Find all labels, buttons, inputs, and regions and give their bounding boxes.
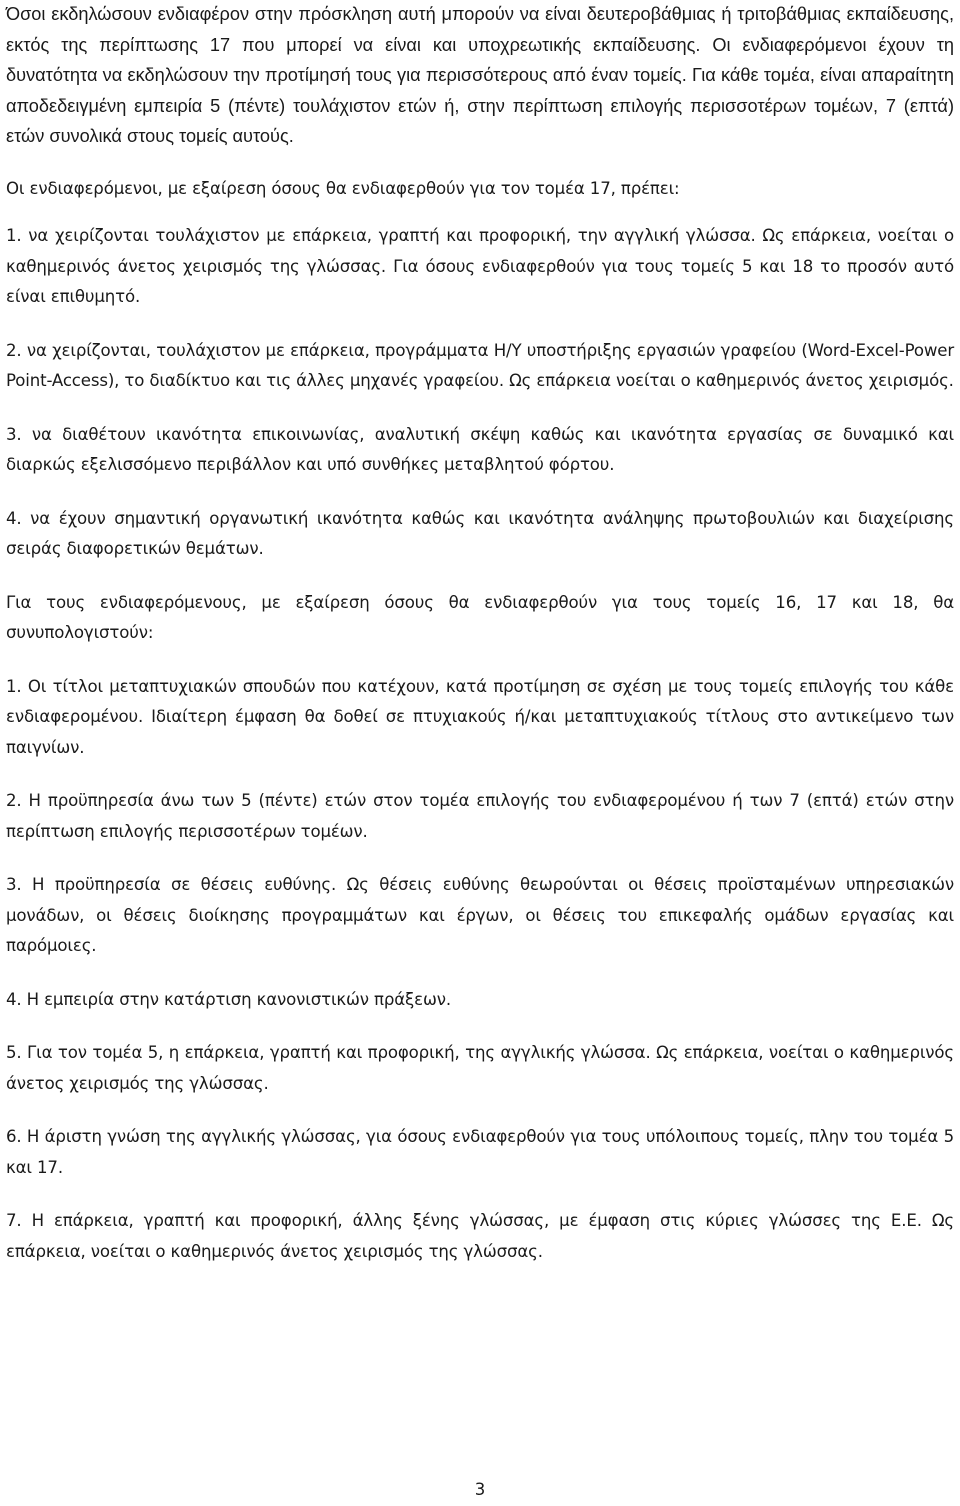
criterion-5: 5. Για τον τομέα 5, η επάρκεια, γραπτή και προφορική, της αγγλικής γλώσσα. Ως επάρκεια, νοείται ο καθημερινός άνετος χειρισμός της γλώσσας.: [6, 1043, 954, 1093]
page-number: 3: [474, 1480, 486, 1499]
intro-text-part-1: Όσοι εκδηλώσουν ενδιαφέρον στην πρόσκληση αυτή μπορούν να είναι δευτεροβάθμιας ή τριτοβάθμιας εκπαίδευσης, εκτός της περίπτωσης 17 που μπορεί να είναι και υποχρεωτικής εκπαίδευσης. Οι ενδιαφερόμενοι έχουν τη δυνατότητα να εκδηλώσουν την προτίμησή τους για περισσότερους από έναν τομείς.: [6, 4, 954, 85]
intro-text-part-2: Για κάθε τομέα, είναι απαραίτητη αποδεδειγμένη εμπειρία 5 (πέντε) τουλάχιστον ετών ή, στην περίπτωση επιλογής περισσοτέρων τομέων, 7 (επτά) ετών συνολικά στους τομείς αυτούς.: [6, 65, 954, 146]
requirement-3: 3. να διαθέτουν ικανότητα επικοινωνίας, αναλυτική σκέψη καθώς και ικανότητα εργασίας σε δυναμικό και διαρκώς εξελισσόμενο περιβάλλον και υπό συνθήκες μεταβλητού φόρτου.: [6, 424, 954, 474]
intro-paragraph: [6, 0, 954, 152]
requirement-1-note: Για όσους ενδιαφερθούν για τους τομείς 5 και 18 το προσόν αυτό είναι επιθυμητό.: [6, 256, 954, 306]
requirement-2: 2. να χειρίζονται, τουλάχιστον με επάρκεια, προγράμματα Η/Υ υποστήριξης εργασιών γραφείου (Word-Excel-Power Point-Access), το διαδίκτυο και τις άλλες μηχανές γραφείου. Ως επάρκεια νοείται ο καθημερινός άνετος χειρισμός.: [6, 340, 954, 390]
requirement-4: 4. να έχουν σημαντική οργανωτική ικανότητα καθώς και ικανότητα ανάληψης πρωτοβουλιών και διαχείρισης σειράς διαφορετικών θεμάτων.: [6, 508, 954, 558]
criterion-2: 2. Η προϋπηρεσία άνω των 5 (πέντε) ετών στον τομέα επιλογής του ενδιαφερομένου ή των 7 (επτά) ετών στην περίπτωση επιλογής περισσοτέρων τομέων.: [6, 791, 954, 841]
criterion-6: 6. Η άριστη γνώση της αγγλικής γλώσσας, για όσους ενδιαφερθούν για τους υπόλοιπους τομείς, πλην του τομέα 5 και 17.: [6, 1127, 954, 1177]
criteria-heading: Για τους ενδιαφερόμενους, με εξαίρεση όσους θα ενδιαφερθούν για τους τομείς 16, 17 και 18, θα συνυπολογιστούν:: [6, 592, 954, 642]
criterion-4: 4. Η εμπειρία στην κατάρτιση κανονιστικών πράξεων.: [6, 989, 451, 1009]
requirement-1: [6, 221, 954, 313]
criterion-1: 1. Οι τίτλοι μεταπτυχιακών σπουδών που κατέχουν, κατά προτίμηση σε σχέση με τους τομείς επιλογής του κάθε ενδιαφερομένου. Ιδιαίτερη έμφαση θα δοθεί σε πτυχιακούς ή/και μεταπτυχιακούς τίτλους στο αντικείμενο των παιγνίων.: [6, 676, 954, 757]
criterion-3: 3. Η προϋπηρεσία σε θέσεις ευθύνης. Ως θέσεις ευθύνης θεωρούνται οι θέσεις προϊσταμένων υπηρεσιακών μονάδων, οι θέσεις διοίκησης προγραμμάτων και έργων, οι θέσεις του επικεφαλής ομάδων εργασίας και παρόμοιες.: [6, 875, 954, 955]
criterion-7: 7. Η επάρκεια, γραπτή και προφορική, άλλης ξένης γλώσσας, με έμφαση στις κύριες γλώσσες της Ε.Ε. Ως επάρκεια, νοείται ο καθημερινός άνετος χειρισμός της γλώσσας.: [6, 1211, 954, 1261]
requirements-heading: Οι ενδιαφερόμενοι, με εξαίρεση όσους θα ενδιαφερθούν για τον τομέα 17, πρέπει:: [6, 178, 680, 198]
requirement-1-text: 1. να χειρίζονται τουλάχιστον με επάρκεια, γραπτή και προφορική, την αγγλική γλώσσα. Ως επάρκεια, νοείται ο καθημερινός άνετος χειρισμός της γλώσσας.: [6, 226, 954, 276]
